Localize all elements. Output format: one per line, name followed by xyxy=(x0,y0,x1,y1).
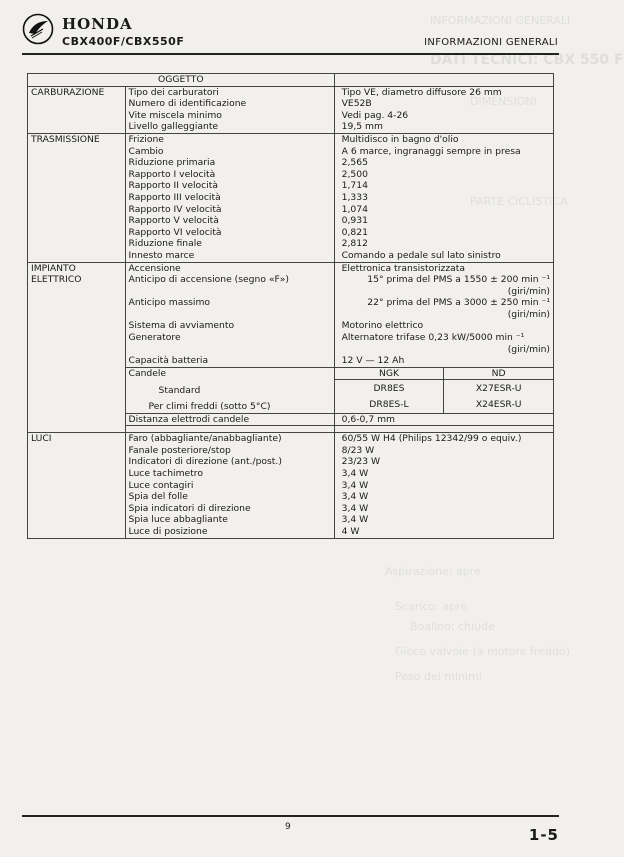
luci-row xyxy=(28,433,554,538)
carburazione-category: CARBURAZIONE xyxy=(28,86,126,133)
trasmissione-items: Frizione Cambio Riduzione primaria Rapporto I velocità Rapporto II velocità Rapporto III velocità Rapporto IV velocità Rapporto V velocità Rapporto VI velocità Riduzione finale Innesto marce xyxy=(125,133,334,262)
impianto-items: Accensione Anticipo di accensione (segno «F») Anticipo massimo Sistema di avviamento Generatore Capacità batteria xyxy=(125,262,334,367)
standard-ngk: DR8ES xyxy=(335,380,444,395)
impianto-category: IMPIANTO ELETTRICO xyxy=(28,262,126,433)
header-rule xyxy=(22,53,559,55)
candele-values xyxy=(334,367,553,413)
table-header-row xyxy=(28,74,554,87)
carburazione-row xyxy=(28,86,554,133)
luci-items: Faro (abbagliante/anabbagliante) Fanale posteriore/stop Indicatori di direzione (ant./post.) Luce tachimetro Luce contagiri Spia del folle Spia indicatori di direzione Spia luce abbagliante Luce di posizione xyxy=(125,433,334,538)
luci-values: 60/55 W H4 (Philips 12342/99 o equiv.) 8/23 W 23/23 W 3,4 W 3,4 W 3,4 W 3,4 W 3,4 W 4 W xyxy=(334,433,553,538)
freddi-nd: X24ESR-U xyxy=(475,399,522,411)
page-reference: 1-5 xyxy=(528,826,559,844)
impianto-row xyxy=(28,262,554,367)
nd-header: ND xyxy=(444,368,553,380)
trasmissione-category: TRASMISSIONE xyxy=(28,133,126,262)
footer-rule xyxy=(22,815,559,817)
carburazione-items: Tipo dei carburatori Numero di identificazione Vite miscela minimo Livello galleggiante xyxy=(125,86,334,133)
ngk-header: NGK xyxy=(335,368,444,380)
freddi-ngk: DR8ES-L xyxy=(335,395,444,413)
standard-nd: X27ESR-U xyxy=(475,383,522,395)
section-title: INFORMAZIONI GENERALI xyxy=(424,37,558,48)
luci-category: LUCI xyxy=(28,433,126,538)
model-name: CBX400F/CBX550F xyxy=(62,35,185,48)
honda-wing-logo xyxy=(22,13,54,45)
table-header: OGGETTO xyxy=(28,74,335,87)
distanza-label: Distanza elettrodi candele xyxy=(125,413,334,426)
carburazione-values: Tipo VE, diametro diffusore 26 mm VE52B Vedi pag. 4-26 19,5 mm xyxy=(334,86,553,133)
distanza-value: 0,6-0,7 mm xyxy=(334,413,553,426)
spec-table xyxy=(27,73,554,539)
trasmissione-values: Multidisco in bagno d'olio A 6 marce, ingranaggi sempre in presa 2,565 2,500 1,714 1,333 1,074 0,931 0,821 2,812 Comando a pedale sul lato sinistro xyxy=(334,133,553,262)
candele-items: Candele Standard Per climi freddi (sotto 5°C) xyxy=(125,367,334,413)
impianto-values: Elettronica transistorizzata 15° prima del PMS a 1550 ± 200 min ⁻¹ (giri/min) 22° prima del PMS a 3000 ± 250 min ⁻¹ (giri/min) Motorino elettrico Alternatore trifase 0,23 kW/5000 min ⁻¹ (giri/min) 12 V — 12 Ah xyxy=(334,262,553,367)
page-number: 9 xyxy=(285,822,291,832)
brand-name: HONDA xyxy=(62,15,133,33)
trasmissione-row xyxy=(28,133,554,262)
